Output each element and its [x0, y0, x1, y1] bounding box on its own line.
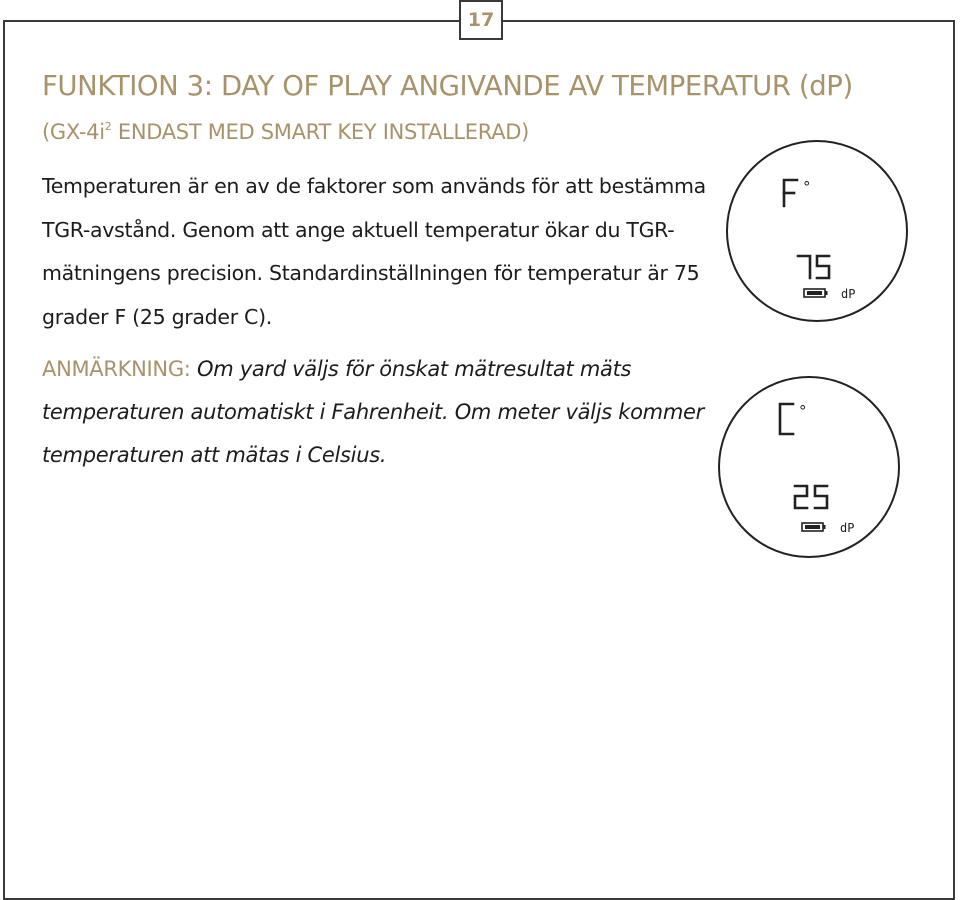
page-title: FUNKTION 3: DAY OF PLAY ANGIVANDE AV TEMPERATUR (dP) — [42, 70, 853, 102]
value-digit-2 — [795, 486, 807, 508]
celsius-display — [718, 376, 900, 558]
subtitle — [42, 120, 529, 144]
subtitle-suffix: ENDAST MED SMART KEY INSTALLERAD) — [111, 120, 530, 144]
subtitle-superscript: 2 — [104, 120, 112, 133]
battery-icon — [802, 523, 826, 531]
unit-c-glyph — [780, 404, 793, 434]
value-digit-5 — [815, 486, 827, 508]
body-paragraph: Temperaturen är en av de faktorer som används för att bestämma TGR-avstånd. Genom att ange aktuell temperatur ökar du TGR-mätningens precision. Standardinställningen för temperatur är 75 grader F (25 grader C). — [42, 174, 706, 329]
note-text: Om yard väljs för önskat mätresultat mäts temperaturen automatiskt i Fahrenheit. Om meter väljs kommer temperaturen att mätas i Celsius. — [42, 357, 704, 467]
fahrenheit-display-graphic — [728, 142, 910, 324]
degree-symbol: ° — [803, 178, 811, 196]
value-digit-5 — [817, 256, 829, 278]
subtitle-prefix: (GX-4i — [42, 120, 105, 144]
mode-label: dP — [840, 521, 855, 535]
fahrenheit-display — [726, 140, 908, 322]
note-label: ANMÄRKNING: — [42, 357, 191, 381]
unit-f-glyph — [784, 180, 797, 206]
page-number: 17 — [459, 0, 503, 40]
value-digit-7 — [798, 256, 810, 278]
mode-label: dP — [841, 287, 856, 301]
note-paragraph — [42, 348, 722, 477]
celsius-display-graphic — [720, 378, 902, 560]
degree-symbol: ° — [799, 402, 807, 420]
battery-icon — [804, 289, 828, 297]
